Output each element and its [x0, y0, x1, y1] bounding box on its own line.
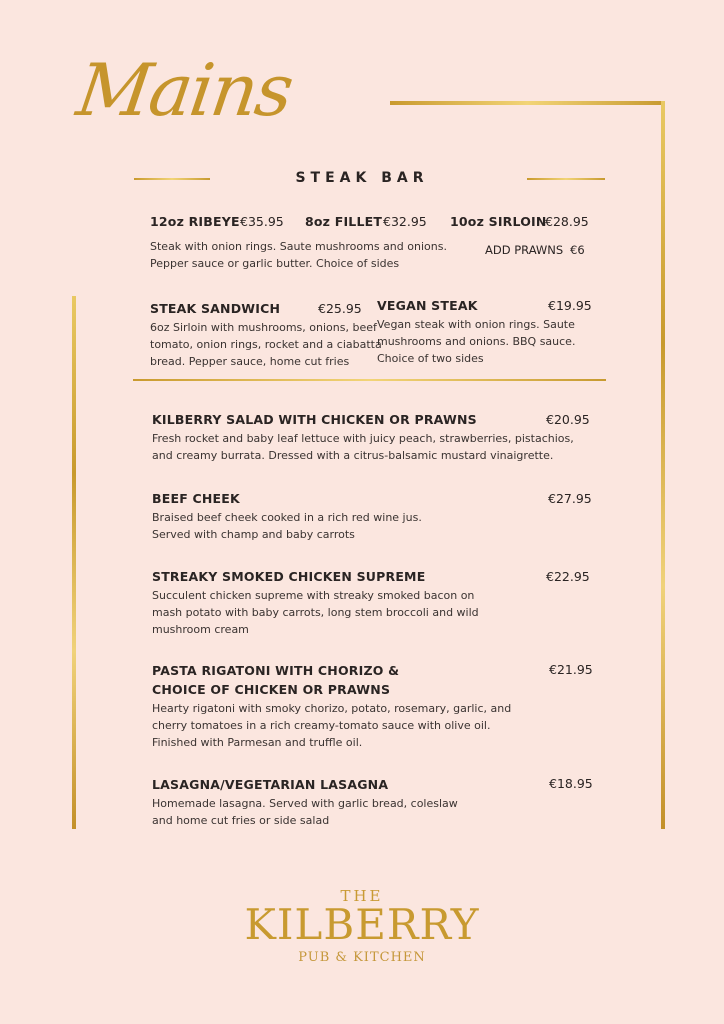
left-frame-line — [72, 296, 76, 829]
top-frame-line — [390, 101, 665, 105]
right-frame-line — [661, 101, 665, 829]
steak-bar-bottom-line — [133, 379, 606, 381]
steak-sirloin-name: 10oz SIRLOIN — [450, 214, 547, 229]
item-desc-line: Served with champ and baby carrots — [152, 528, 355, 541]
steak-sandwich-line-3: bread. Pepper sauce, home cut fries — [150, 355, 350, 368]
vegan-steak-name: VEGAN STEAK — [377, 298, 478, 313]
item-desc-line: Homemade lasagna. Served with garlic bread, coleslaw — [152, 797, 458, 810]
item-desc-line: Hearty rigatoni with smoky chorizo, potato, rosemary, garlic, and — [152, 702, 512, 715]
item-name: STREAKY SMOKED CHICKEN SUPREME — [152, 569, 426, 584]
page-title: Mains — [72, 48, 297, 132]
steak-sandwich-name: STEAK SANDWICH — [150, 301, 281, 316]
logo-the: THE — [340, 887, 384, 905]
item-price: €18.95 — [549, 776, 593, 791]
steak-fillet-name: 8oz FILLET — [305, 214, 383, 229]
item-desc-line: cherry tomatoes in a rich creamy-tomato sauce with olive oil. — [152, 719, 491, 732]
logo-name: KILBERRY — [244, 900, 480, 949]
item-price: €22.95 — [546, 569, 590, 584]
logo-subtitle: PUB & KITCHEN — [298, 950, 426, 965]
vegan-steak-price: €19.95 — [548, 298, 592, 313]
add-prawns-label: ADD PRAWNS — [485, 243, 564, 257]
vegan-steak-line-3: Choice of two sides — [377, 352, 484, 365]
steak-sandwich-line-1: 6oz Sirloin with mushrooms, onions, beef — [150, 321, 377, 334]
steak-ribeye-name: 12oz RIBEYE — [150, 214, 240, 229]
item-name: KILBERRY SALAD WITH CHICKEN OR PRAWNS — [152, 412, 477, 427]
add-prawns-price: €6 — [570, 243, 585, 257]
item-desc-line: Finished with Parmesan and truffle oil. — [152, 736, 363, 749]
item-desc-line: mash potato with baby carrots, long stem broccoli and wild — [152, 606, 479, 619]
item-price: €27.95 — [548, 491, 592, 506]
item-name: PASTA RIGATONI WITH CHORIZO & — [152, 663, 400, 678]
steak-ribeye-price: €35.95 — [240, 214, 284, 229]
steak-desc-line-2: Pepper sauce or garlic butter. Choice of sides — [150, 257, 400, 270]
item-desc-line: mushroom cream — [152, 623, 249, 636]
steak-sandwich-line-2: tomato, onion rings, rocket and a ciabatta — [150, 338, 382, 351]
item-price: €21.95 — [549, 662, 593, 677]
steak-fillet-price: €32.95 — [383, 214, 427, 229]
steak-sirloin-price: €28.95 — [545, 214, 589, 229]
item-desc-line: and creamy burrata. Dressed with a citrus-balsamic mustard vinaigrette. — [152, 449, 554, 462]
item-name: LASAGNA/VEGETARIAN LASAGNA — [152, 777, 389, 792]
item-price: €20.95 — [546, 412, 590, 427]
item-desc-line: Braised beef cheek cooked in a rich red wine jus. — [152, 511, 422, 524]
item-desc-line: Succulent chicken supreme with streaky smoked bacon on — [152, 589, 475, 602]
item-name-line-2: CHOICE OF CHICKEN OR PRAWNS — [152, 682, 391, 697]
section-title: STEAK BAR — [295, 170, 429, 186]
steak-sandwich-price: €25.95 — [318, 301, 362, 316]
item-desc-line: and home cut fries or side salad — [152, 814, 330, 827]
steak-desc-line-1: Steak with onion rings. Saute mushrooms and onions. — [150, 240, 447, 253]
item-name: BEEF CHEEK — [152, 491, 240, 506]
vegan-steak-line-2: mushrooms and onions. BBQ sauce. — [377, 335, 576, 348]
item-desc-line: Fresh rocket and baby leaf lettuce with juicy peach, strawberries, pistachios, — [152, 432, 574, 445]
vegan-steak-line-1: Vegan steak with onion rings. Saute — [377, 318, 575, 331]
